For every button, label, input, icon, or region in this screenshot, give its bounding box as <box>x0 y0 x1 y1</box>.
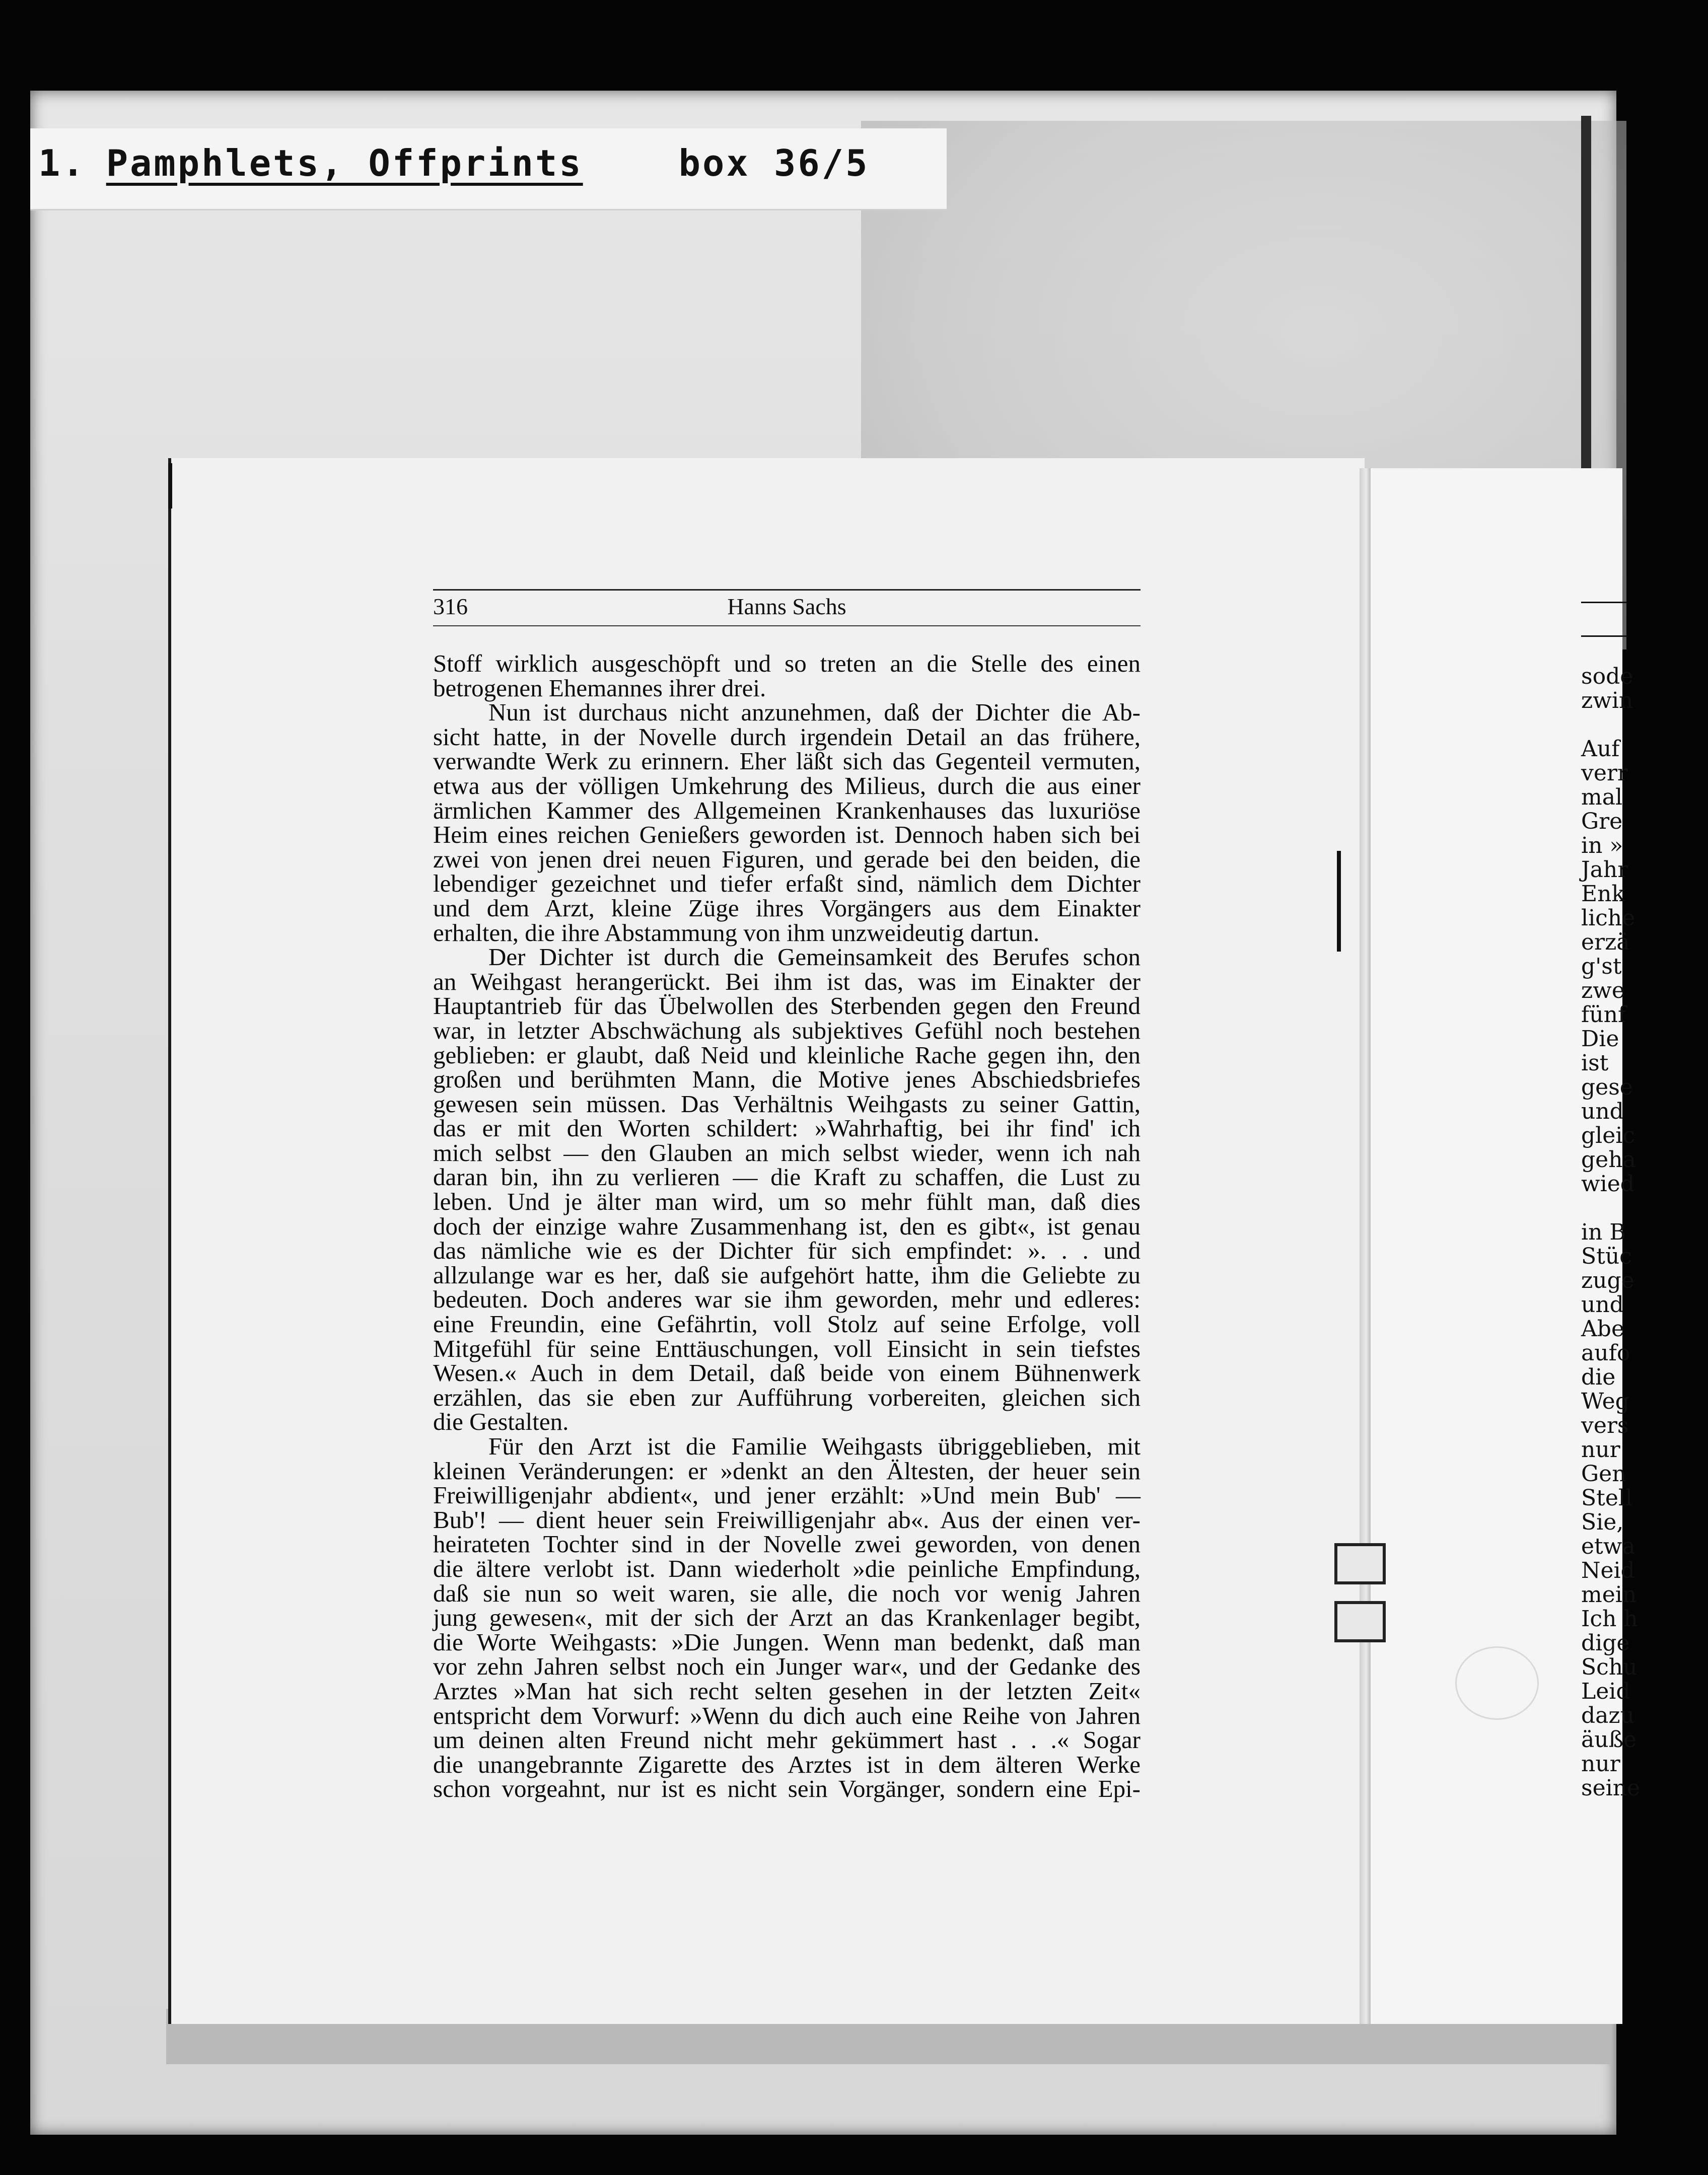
next-page-fragment: mein <box>1581 1582 1637 1608</box>
next-page-fragment: Ich h <box>1581 1606 1638 1632</box>
text-line: Bub'! — dient heuer sein Freiwilligenjahr ab«. Aus der einen ver- <box>433 1505 1141 1534</box>
text-line: Nun ist durchaus nicht anzunehmen, daß der Dichter die Ab- <box>488 698 1141 727</box>
text-line: verwandte Werk zu erinnern. Eher läßt sich das Gegenteil vermuten, <box>433 747 1141 775</box>
next-page-fragment: Leid <box>1581 1679 1630 1704</box>
text-line: bedeuten. Doch anderes war sie ihm geworden, mehr und edleres: <box>433 1285 1141 1314</box>
next-page-fragment: die <box>1581 1364 1616 1390</box>
next-page-fragment: geha <box>1581 1147 1636 1173</box>
next-page-fragment: aufo <box>1581 1340 1630 1366</box>
label-category: Pamphlets, Offprints <box>106 142 583 184</box>
page-edge-mark <box>168 463 172 509</box>
text-line: daran bin, ihn zu verlieren — die Kraft zu schaffen, die Lust zu <box>433 1163 1141 1191</box>
next-page-fragment: sode <box>1581 664 1633 689</box>
text-line: entspricht dem Vorwurf: »Wenn du dich auch eine Reihe von Jahren <box>433 1701 1141 1729</box>
next-page-fragment: in » <box>1581 833 1623 858</box>
text-line: Heim eines reichen Genießers geworden ist. Dennoch haben sich bei <box>433 821 1141 849</box>
next-page-fragment: in B <box>1581 1219 1626 1245</box>
next-page-fragment: Gen <box>1581 1461 1626 1487</box>
next-page-fragment <box>1581 1196 1621 1220</box>
next-page-fragment: fünf <box>1581 1002 1626 1028</box>
text-line: Für den Arzt ist die Familie Weihgasts übriggeblieben, mit <box>488 1432 1141 1460</box>
text-line: erzählen, das sie eben zur Aufführung vorbereiten, gleichen sich <box>433 1383 1141 1411</box>
text-line: Der Dichter ist durch die Gemeinsamkeit des Berufes schon <box>488 943 1141 971</box>
page-binding-fold <box>1360 468 1371 2024</box>
next-page-fragment: dazu <box>1581 1703 1634 1728</box>
next-page-fragment: Die <box>1581 1026 1619 1052</box>
header-rule-top <box>433 589 1141 591</box>
text-line: um deinen alten Freund nicht mehr gekümmert hast . . .« Sogar <box>433 1726 1141 1754</box>
next-page-fragment: Abe <box>1581 1316 1624 1342</box>
next-page-fragment: Neid <box>1581 1558 1635 1583</box>
next-page-fragment: etwa <box>1581 1534 1635 1559</box>
staple-bracket-upper <box>1334 1543 1386 1584</box>
text-line: betrogenen Ehemannes ihrer drei. <box>433 674 766 702</box>
next-page-fragment: mal <box>1581 784 1623 810</box>
next-page-fragment: ist <box>1581 1050 1609 1076</box>
text-line: ärmlichen Kammer des Allgemeinen Krankenhauses das luxuriöse <box>433 796 1141 824</box>
text-line: das nämliche wie es der Dichter für sich empfindet: ». . . und <box>433 1237 1141 1265</box>
text-line: lebendiger gezeichnet und tiefer erfaßt sind, nämlich dem Dichter <box>433 869 1141 898</box>
text-line: gewesen sein müssen. Das Verhältnis Weihgasts zu seiner Gattin, <box>433 1090 1141 1118</box>
text-line: Hauptantrieb für das Übelwollen des Sterbenden gegen den Freund <box>433 992 1141 1020</box>
next-page-fragment: Stell <box>1581 1485 1633 1511</box>
text-line: Wesen.« Auch in dem Detail, daß beide von einem Bühnenwerk <box>433 1359 1141 1387</box>
next-page-fragment: vers <box>1581 1413 1629 1438</box>
body-text <box>433 651 1141 1801</box>
next-page-fragment: und <box>1581 1292 1624 1318</box>
next-page-header-rule <box>1581 602 1626 603</box>
next-page-fragment: wied <box>1581 1171 1634 1197</box>
next-page-fragment: Jahr <box>1581 857 1628 883</box>
text-line: Arztes »Man hat sich recht selten gesehen in der letzten Zeit« <box>433 1677 1141 1705</box>
text-line: doch der einzige wahre Zusammenhang ist, den es gibt«, ist genau <box>433 1212 1141 1240</box>
next-page-header-rule-lower <box>1581 635 1626 637</box>
text-line: die ältere verlobt ist. Dann wiederholt »die peinliche Empfindung, <box>433 1554 1141 1582</box>
next-page-fragment: und <box>1581 1099 1624 1124</box>
text-line: etwa aus der völligen Umkehrung des Milieus, durch die aus einer <box>433 771 1141 800</box>
text-line: war, in letzter Abschwächung als subjektives Gefühl noch bestehen <box>433 1016 1141 1044</box>
text-line: mich selbst — den Glauben an mich selbst wieder, wenn ich nah <box>433 1138 1141 1167</box>
next-page-fragment: Auf <box>1581 736 1620 762</box>
text-line: an Weihgast herangerückt. Bei ihm ist das, was im Einakter der <box>433 967 1141 995</box>
next-page-fragment: nur <box>1581 1437 1620 1463</box>
text-line: allzulange war es her, daß sie aufgehört hatte, ihm die Geliebte zu <box>433 1261 1141 1289</box>
text-line: eine Freundin, eine Gefährtin, voll Stolz auf seine Erfolge, voll <box>433 1310 1141 1338</box>
next-page-fragment: nur <box>1581 1751 1620 1777</box>
text-line: die unangebrannte Zigarette des Arztes ist in dem älteren Werke <box>433 1750 1141 1778</box>
next-page-fragment: zwin <box>1581 688 1633 713</box>
next-page-fragment: g'st <box>1581 954 1622 979</box>
next-page-fragment: Enk <box>1581 881 1625 907</box>
next-page-fragment: gleic <box>1581 1123 1635 1148</box>
staple-upper <box>1337 851 1341 952</box>
next-page-fragment: Schu <box>1581 1654 1638 1680</box>
label-box-number: box 36/5 <box>678 142 870 184</box>
text-line: Mitgefühl für seine Enttäuschungen, voll Einsicht in sein tiefstes <box>433 1334 1141 1362</box>
next-page-fragment: verr <box>1581 760 1628 786</box>
text-line: heirateten Tochter sind in der Novelle zwei geworden, von denen <box>433 1530 1141 1558</box>
text-line: die Worte Weihgasts: »Die Jungen. Wenn man bedenkt, daß man <box>433 1628 1141 1656</box>
label-index: 1. <box>38 142 86 184</box>
staple-bracket-lower <box>1334 1601 1386 1642</box>
archive-label <box>38 142 869 184</box>
text-line: erhalten, die ihre Abstammung von ihm unzweideutig dartun. <box>433 918 1040 947</box>
next-page-fragment: seine <box>1581 1775 1641 1801</box>
next-page-fragment: dige <box>1581 1630 1630 1656</box>
text-line: das er mit den Worten schildert: »Wahrhaftig, bei ihr find' ich <box>433 1114 1141 1142</box>
text-line: vor zehn Jahren selbst noch ein Junger war«, und der Gedanke des <box>433 1652 1141 1681</box>
next-page-fragment: zuge <box>1581 1268 1634 1293</box>
text-line: Stoff wirklich ausgeschöpft und so treten an die Stelle des einen <box>433 649 1141 677</box>
punch-hole-mark <box>1455 1646 1539 1720</box>
next-page-fragment: zwe <box>1581 978 1625 1003</box>
page-number: 316 <box>433 594 468 619</box>
text-line: jung gewesen«, mit der sich der Arzt an das Krankenlager begibt, <box>433 1604 1141 1632</box>
next-page-fragment <box>1581 713 1621 737</box>
running-head: Hanns Sachs <box>727 594 846 619</box>
header-rule-bottom <box>433 625 1141 626</box>
next-page-fragment: erzä <box>1581 929 1630 955</box>
text-line: großen und berühmten Mann, die Motive jenes Abschiedsbriefes <box>433 1065 1141 1094</box>
text-line: zwei von jenen drei neuen Figuren, und gerade bei den beiden, die <box>433 845 1141 873</box>
next-page-text-fragments <box>1581 664 1641 1801</box>
text-line: leben. Und je älter man wird, um so mehr fühlt man, daß dies <box>433 1188 1141 1216</box>
next-page-fragment: Sie, <box>1581 1509 1624 1535</box>
text-line: die Gestalten. <box>433 1408 569 1436</box>
next-page-fragment: Stüc <box>1581 1244 1632 1269</box>
next-page-fragment: Weg <box>1581 1389 1629 1414</box>
next-page-fragment: gese <box>1581 1074 1633 1100</box>
next-page-fragment: äuße <box>1581 1727 1636 1753</box>
next-page-fragment: Gre <box>1581 809 1623 834</box>
next-page-fragment: liche <box>1581 905 1635 931</box>
text-line: sicht hatte, in der Novelle durch irgendein Detail an das frühere, <box>433 722 1141 751</box>
text-line: Freiwilligenjahr abdient«, und jener erzählt: »Und mein Bub' — <box>433 1481 1141 1509</box>
text-line: daß sie nun so weit waren, sie alle, die noch vor wenig Jahren <box>433 1579 1141 1607</box>
text-line: geblieben: er glaubt, daß Neid und kleinliche Rache gegen ihn, den <box>433 1041 1141 1069</box>
text-line: und dem Arzt, kleine Züge ihres Vorgängers aus dem Einakter <box>433 894 1141 922</box>
text-line: kleinen Veränderungen: er »denkt an den Ältesten, der heuer sein <box>433 1457 1141 1485</box>
text-line: schon vorgeahnt, nur ist es nicht sein Vorgänger, sondern eine Epi- <box>433 1775 1141 1803</box>
